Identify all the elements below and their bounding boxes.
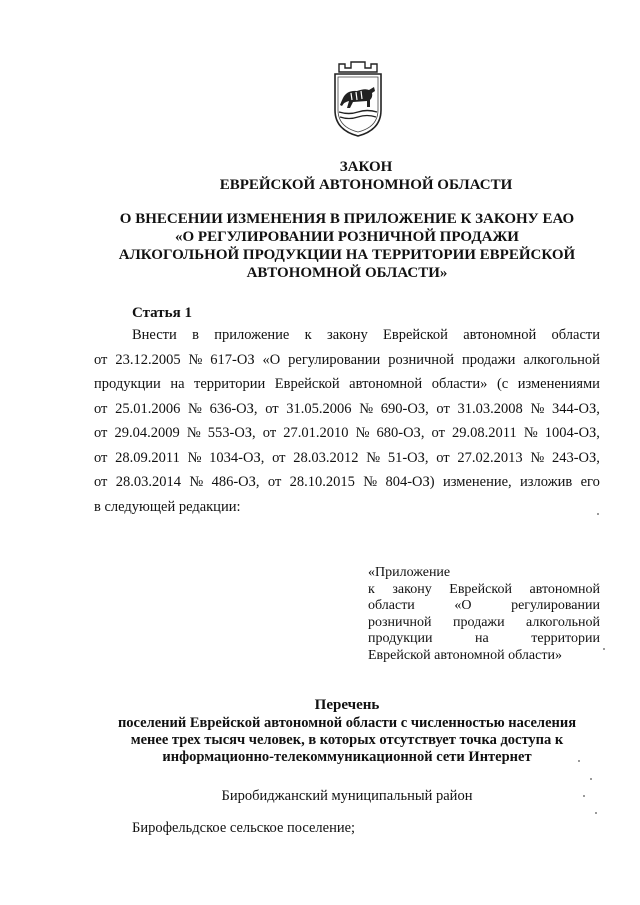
scan-speck bbox=[583, 795, 585, 797]
subtitle-line: АЛКОГОЛЬНОЙ ПРОДУКЦИИ НА ТЕРРИТОРИИ ЕВРЕЙСКОЙ bbox=[118, 247, 576, 263]
article-line: от 25.01.2006 № 636-ОЗ, от 31.05.2006 № 690-ОЗ, от 31.03.2008 № 344-ОЗ, bbox=[94, 400, 600, 417]
scan-speck bbox=[597, 513, 599, 515]
list-description-line: менее трех тысяч человек, в которых отсутствует точка доступа к bbox=[130, 732, 564, 748]
article-line: от 28.09.2011 № 1034-ОЗ, от 28.03.2012 № 51-ОЗ, от 27.02.2013 № 243-ОЗ, bbox=[94, 449, 600, 466]
scan-speck bbox=[590, 778, 592, 780]
article-line: Внести в приложение к закону Еврейской автономной области bbox=[132, 327, 600, 343]
appendix-line: розничной продажи алкогольной bbox=[368, 614, 600, 630]
scan-speck bbox=[595, 812, 597, 814]
list-description-line: информационно-телекоммуникационной сети Интернет bbox=[162, 749, 532, 765]
appendix-line: Еврейской автономной области» bbox=[368, 647, 562, 663]
law-title-line-2: ЕВРЕЙСКОЙ АВТОНОМНОЙ ОБЛАСТИ bbox=[219, 177, 513, 193]
article-line: продукции на территории Еврейской автономной области» (с изменениями bbox=[94, 376, 600, 392]
appendix-reference bbox=[368, 565, 600, 664]
list-title: Перечень bbox=[314, 697, 380, 713]
law-title-line-1: ЗАКОН bbox=[339, 159, 393, 175]
law-subtitle bbox=[110, 210, 584, 282]
appendix-line: к закону Еврейской автономной bbox=[368, 581, 600, 597]
law-title bbox=[46, 158, 640, 194]
appendix-line: «Приложение bbox=[368, 565, 451, 580]
article-line: в следующей редакции: bbox=[94, 498, 241, 515]
list-description-line: поселений Еврейской автономной области с численностью населения bbox=[117, 715, 577, 731]
list-heading bbox=[94, 697, 600, 766]
scan-speck bbox=[578, 760, 580, 762]
appendix-line: области «О регулировании bbox=[368, 598, 600, 613]
appendix-line: продукции на территории bbox=[368, 631, 600, 646]
subtitle-line: О ВНЕСЕНИИ ИЗМЕНЕНИЯ В ПРИЛОЖЕНИЕ К ЗАКОНУ ЕАО bbox=[119, 211, 575, 227]
article-line: от 29.04.2009 № 553-ОЗ, от 27.01.2010 № 680-ОЗ, от 29.08.2011 № 1004-ОЗ, bbox=[94, 425, 600, 441]
article-body bbox=[94, 323, 600, 519]
subtitle-line: «О РЕГУЛИРОВАНИИ РОЗНИЧНОЙ ПРОДАЖИ bbox=[175, 229, 519, 245]
settlement-item: Бирофельдское сельское поселение; bbox=[132, 820, 356, 836]
article-heading: Статья 1 bbox=[132, 305, 192, 321]
coat-of-arms-emblem bbox=[329, 60, 387, 138]
scan-speck bbox=[603, 648, 605, 650]
article-line: от 23.12.2005 № 617-ОЗ «О регулировании розничной продажи алкогольной bbox=[94, 351, 600, 368]
subtitle-line: АВТОНОМНОЙ ОБЛАСТИ» bbox=[246, 265, 448, 281]
article-line: от 28.03.2014 № 486-ОЗ, от 28.10.2015 № 804-ОЗ) изменение, изложив его bbox=[94, 474, 600, 490]
district-name: Биробиджанский муниципальный район bbox=[221, 788, 473, 804]
